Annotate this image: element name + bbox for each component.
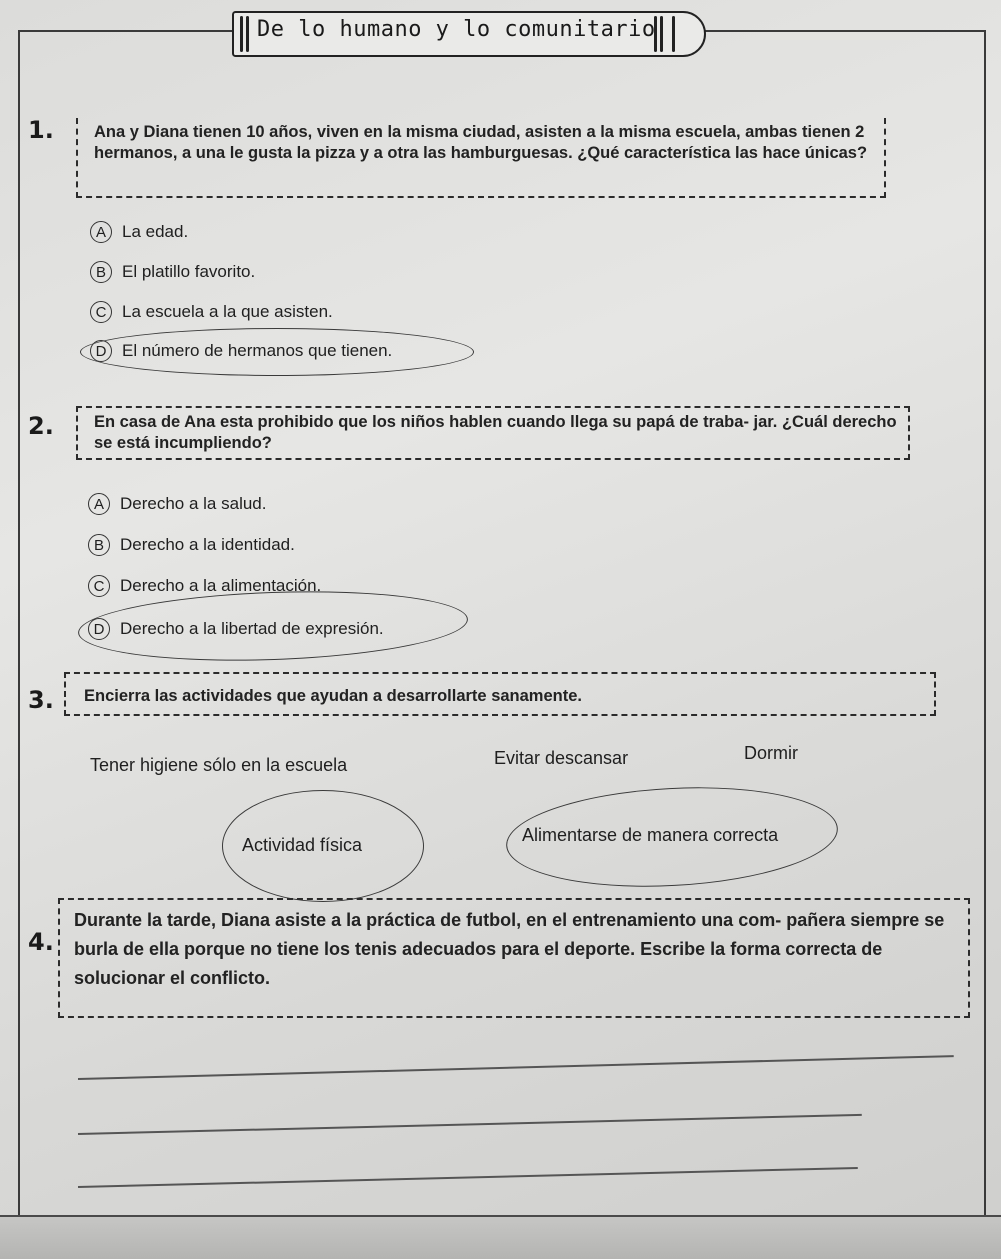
option-letter: C <box>88 575 110 597</box>
option-text: La edad. <box>122 222 189 241</box>
option-text: Derecho a la salud. <box>120 494 267 513</box>
option-text: El número de hermanos que tienen. <box>122 341 393 360</box>
option-letter: C <box>90 301 112 323</box>
question-1-number: 1. <box>28 116 54 144</box>
question-2-number: 2. <box>28 412 54 440</box>
q2-option-b[interactable] <box>88 534 295 556</box>
page-bottom-edge <box>0 1215 1001 1259</box>
question-3-prompt: Encierra las actividades que ayudan a desarrollarte sanamente. <box>64 672 936 716</box>
option-text: La escuela a la que asisten. <box>122 302 333 321</box>
option-text: El platillo favorito. <box>122 262 256 281</box>
option-letter: D <box>90 340 112 362</box>
option-letter: A <box>90 221 112 243</box>
q1-option-b[interactable] <box>90 261 255 283</box>
option-text: Derecho a la libertad de expresión. <box>120 619 384 638</box>
option-letter: A <box>88 493 110 515</box>
activity-actividad-fisica[interactable]: Actividad física <box>242 835 363 855</box>
option-letter: B <box>90 261 112 283</box>
q2-option-a[interactable] <box>88 493 266 515</box>
q1-option-a[interactable] <box>90 221 188 243</box>
question-1-prompt: Ana y Diana tienen 10 años, viven en la misma ciudad, asisten a la misma escuela, ambas tienen 2 hermanos, a una le gusta la pizza y a otra las hamburguesas. ¿Qué característica las hace únicas? <box>76 118 886 198</box>
q1-option-c[interactable] <box>90 301 333 323</box>
activity-dormir[interactable]: Dormir <box>744 743 798 763</box>
option-letter: B <box>88 534 110 556</box>
option-text: Derecho a la alimentación. <box>120 576 322 595</box>
section-title: De lo humano y lo comunitario <box>257 17 656 42</box>
option-text: Derecho a la identidad. <box>120 535 295 554</box>
activity-evitar-descansar[interactable]: Evitar descansar <box>494 748 629 768</box>
activity-higiene[interactable]: Tener higiene sólo en la escuela <box>90 755 348 775</box>
question-2-prompt: En casa de Ana esta prohibido que los niños hablen cuando llega su papá de traba- jar. ¿Cuál derecho se está incumpliendo? <box>76 406 910 460</box>
question-3-number: 3. <box>28 686 54 714</box>
q1-answer-circle <box>80 328 474 376</box>
question-4-number: 4. <box>28 928 54 956</box>
question-4-prompt: Durante la tarde, Diana asiste a la práctica de futbol, en el entrenamiento una com- pañera siempre se burla de ella porque no tiene los tenis adecuados para el deporte. Escribe la forma correcta de solucionar el conflicto. <box>58 898 970 1018</box>
activity-alimentarse[interactable]: Alimentarse de manera correcta <box>522 825 779 845</box>
option-letter: D <box>88 618 110 640</box>
q3-circle-actividad-fisica <box>222 790 424 902</box>
